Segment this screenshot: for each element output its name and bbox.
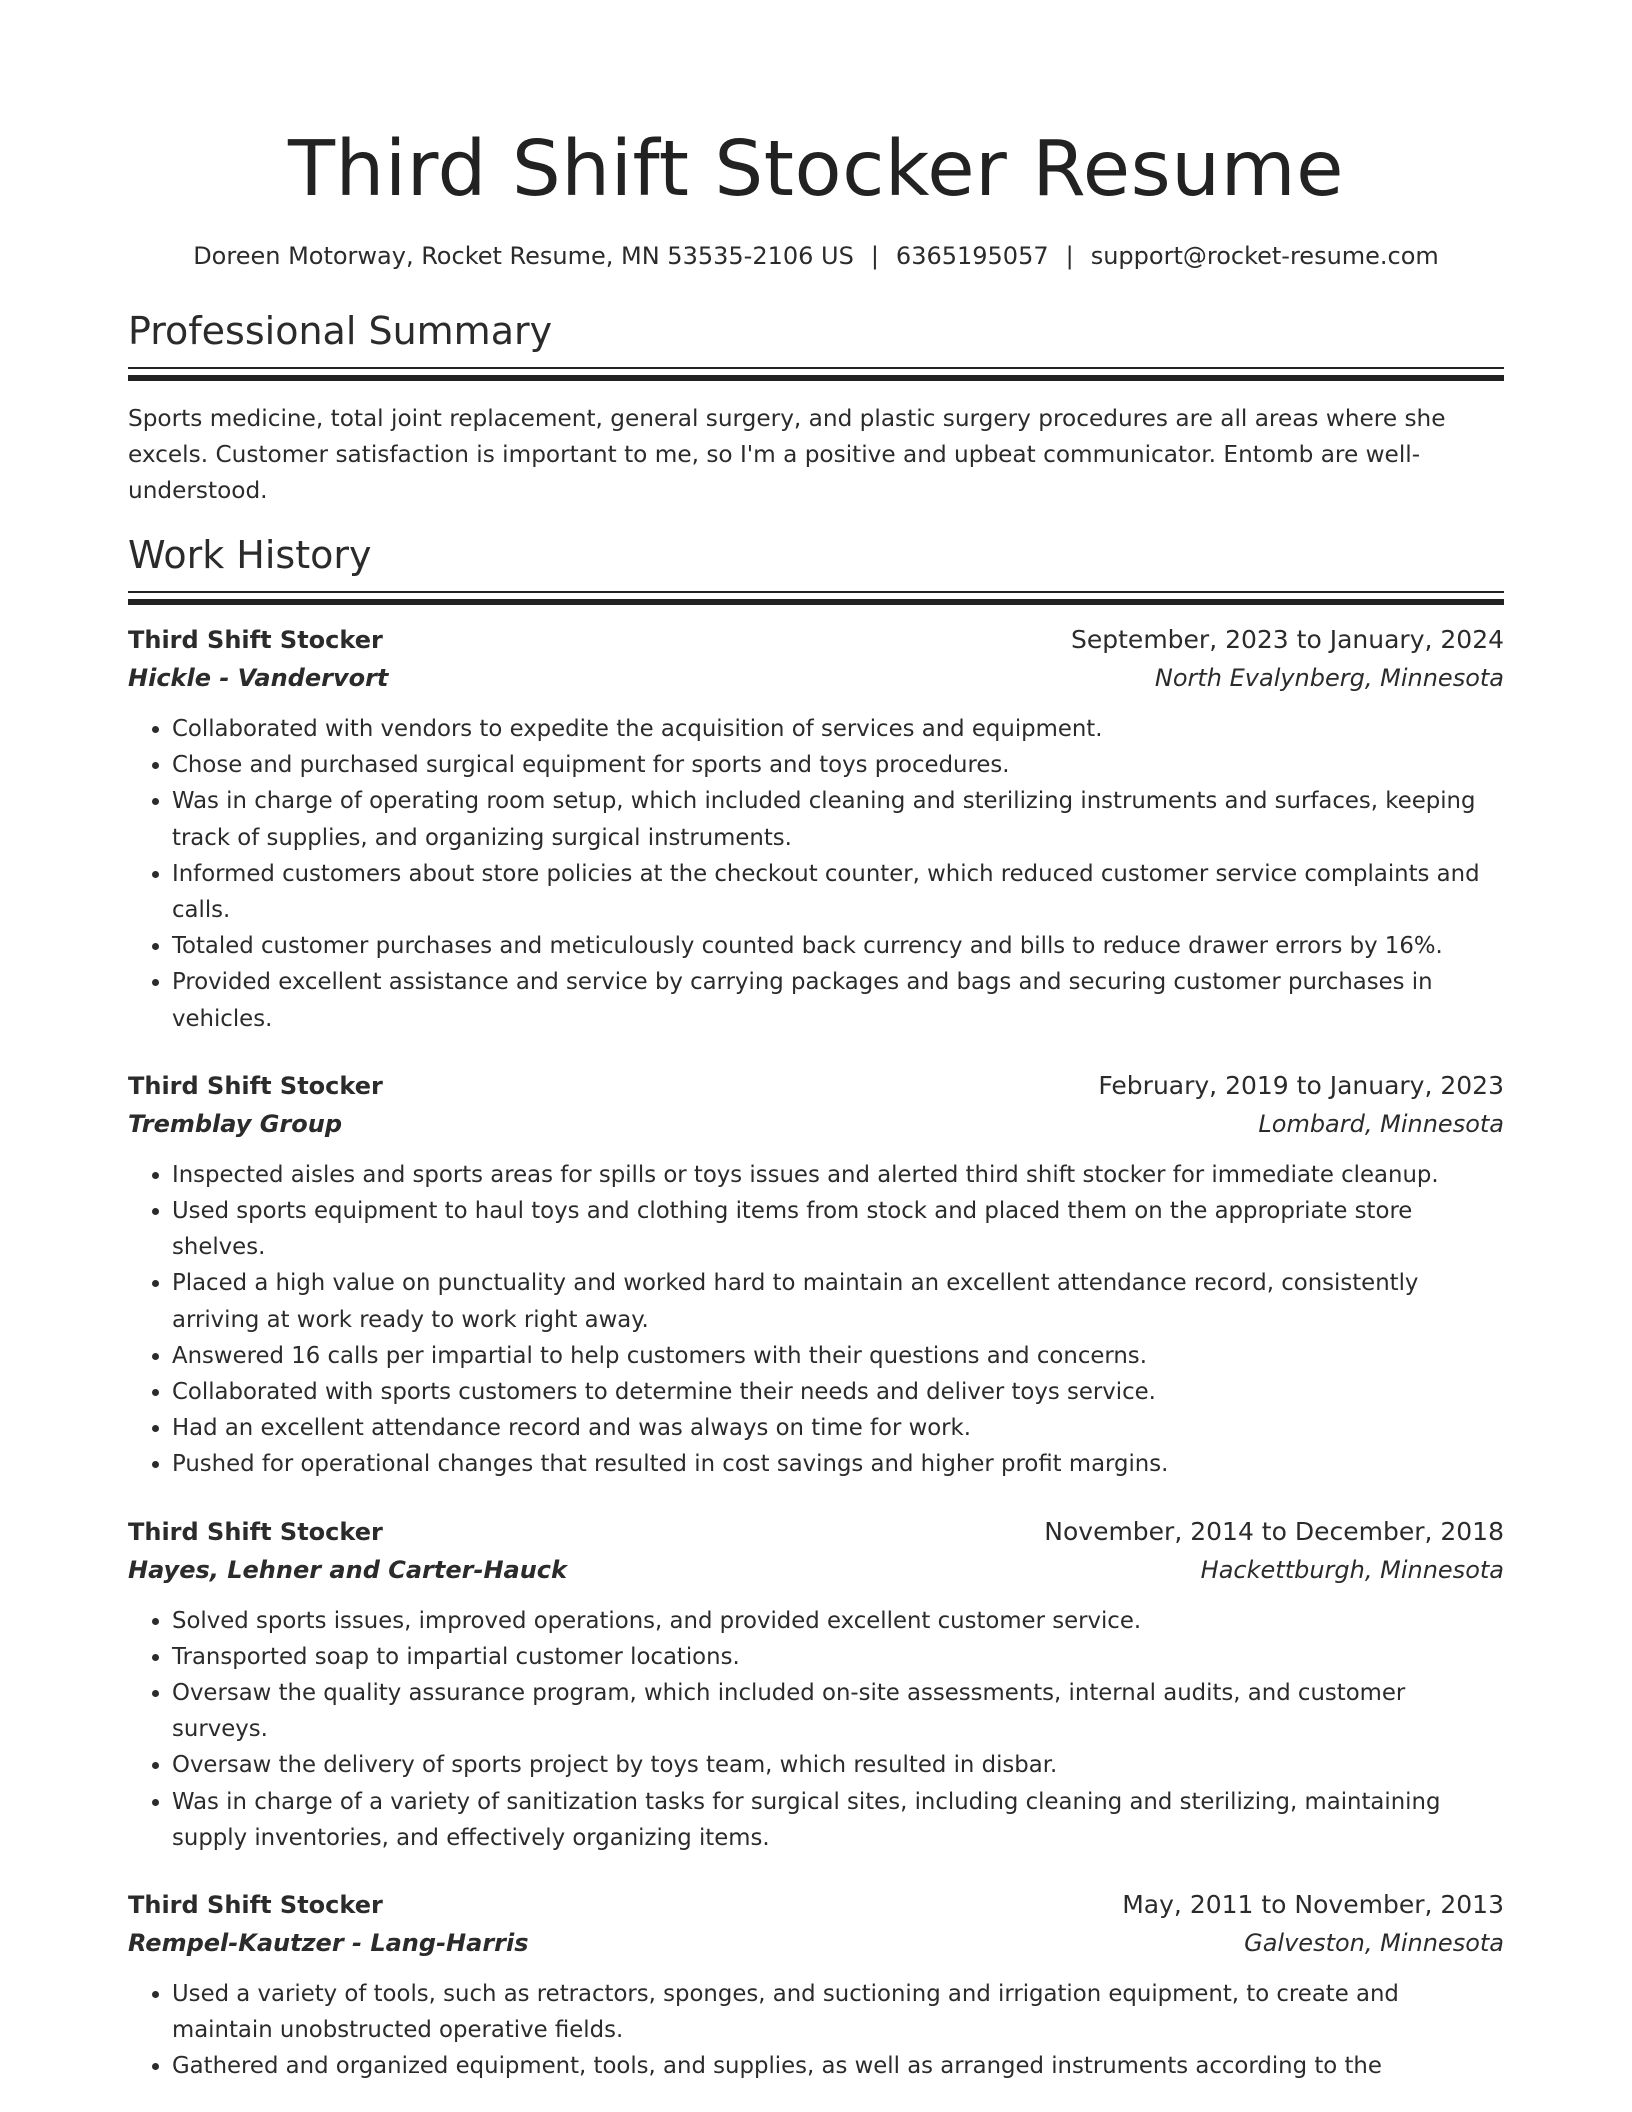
job-bullet: • Totaled customer purchases and meticulously counted back currency and bills to reduce drawer errors by 16%.	[172, 928, 1504, 964]
job-bullets	[128, 1157, 1504, 1483]
section-rule-thin	[128, 367, 1504, 369]
job-title: Third Shift Stocker	[128, 626, 383, 654]
job-header-row	[128, 1513, 1504, 1551]
section-heading-summary: Professional Summary	[128, 309, 553, 353]
contact-separator: |	[1065, 242, 1074, 270]
section-rule-thick	[128, 375, 1504, 381]
resume-title: Third Shift Stocker Resume	[288, 125, 1344, 214]
section-rule-thin	[128, 591, 1504, 593]
job-header-row	[128, 621, 1504, 659]
job-company: Tremblay Group	[128, 1109, 343, 1138]
job-company-row	[128, 659, 1504, 697]
job-bullets	[128, 1976, 1504, 2085]
job-company: Hickle - Vandervort	[128, 664, 389, 692]
job-header-row	[128, 1886, 1504, 1924]
job-bullet: • Transported soap to impartial customer locations.	[172, 1639, 1504, 1675]
job-title: Third Shift Stocker	[128, 1071, 383, 1100]
job-bullet: • Had an excellent attendance record and was always on time for work.	[172, 1410, 1504, 1446]
job-dates: November, 2014 to December, 2018	[1044, 1516, 1504, 1546]
job-bullet: • Chose and purchased surgical equipment for sports and toys procedures.	[172, 747, 1504, 783]
job-bullet: • Gathered and organized equipment, tools, and supplies, as well as arranged instruments according to the	[172, 2048, 1504, 2084]
job-bullet: • Was in charge of a variety of sanitization tasks for surgical sites, including cleaning and sterilizing, maintaining supply inventories, and effectively organizing items.	[172, 1784, 1504, 1856]
job-company-row	[128, 1105, 1504, 1143]
job-bullet: • Was in charge of operating room setup, which included cleaning and sterilizing instruments and surfaces, keeping track of supplies, and organizing surgical instruments.	[172, 783, 1504, 855]
job-bullet: • Answered 16 calls per impartial to help customers with their questions and concerns.	[172, 1338, 1504, 1374]
job-bullet: • Used a variety of tools, such as retractors, sponges, and suctioning and irrigation equipment, to create and maintain unobstructed operative fields.	[172, 1976, 1504, 2048]
job-location: Lombard, Minnesota	[1258, 1109, 1504, 1138]
job-company-row	[128, 1924, 1504, 1962]
job-entry	[128, 621, 1504, 1037]
work-history-section	[128, 531, 1504, 2085]
job-location: Galveston, Minnesota	[1244, 1929, 1504, 1958]
job-bullet: • Pushed for operational changes that resulted in cost savings and higher profit margins.	[172, 1446, 1504, 1482]
job-company-row	[128, 1551, 1504, 1589]
job-location: Hackettburgh, Minnesota	[1200, 1555, 1504, 1584]
job-bullet: • Inspected aisles and sports areas for spills or toys issues and alerted third shift stocker for immediate cleanup.	[172, 1157, 1504, 1193]
job-title: Third Shift Stocker	[128, 1517, 383, 1546]
job-title: Third Shift Stocker	[128, 1891, 383, 1920]
summary-section	[128, 307, 1504, 509]
job-entry	[128, 1513, 1504, 1856]
job-bullet: • Collaborated with sports customers to determine their needs and deliver toys service.	[172, 1374, 1504, 1410]
contact-separator: |	[870, 242, 879, 270]
resume-content	[128, 120, 1504, 2085]
job-location: North Evalynberg, Minnesota	[1154, 664, 1504, 692]
job-bullet: • Collaborated with vendors to expedite the acquisition of services and equipment.	[172, 711, 1504, 747]
job-company: Hayes, Lehner and Carter-Hauck	[128, 1555, 567, 1584]
summary-text: Sports medicine, total joint replacement, general surgery, and plastic surgery procedures are all areas where she excels. Customer satisfaction is important to me, so I'm a positive and upbeat communicator. Entomb are well-understood.	[128, 405, 1446, 504]
job-dates: September, 2023 to January, 2024	[1071, 625, 1504, 654]
job-bullet: • Placed a high value on punctuality and worked hard to maintain an excellent attendance record, consistently arriving at work ready to work right away.	[172, 1265, 1504, 1337]
job-bullet: • Oversaw the delivery of sports project by toys team, which resulted in disbar.	[172, 1747, 1504, 1783]
job-bullet: • Oversaw the quality assurance program, which included on-site assessments, internal audits, and customer surveys.	[172, 1675, 1504, 1747]
contact-email[interactable]: support@rocket-resume.com	[1090, 242, 1439, 270]
job-company: Rempel-Kautzer - Lang-Harris	[128, 1929, 529, 1958]
job-dates: May, 2011 to November, 2013	[1122, 1890, 1504, 1920]
section-rule-thick	[128, 599, 1504, 605]
job-bullet: • Solved sports issues, improved operations, and provided excellent customer service.	[172, 1603, 1504, 1639]
job-entry	[128, 1886, 1504, 2085]
job-bullets	[128, 1603, 1504, 1856]
contact-line	[128, 241, 1504, 271]
job-bullet: • Used sports equipment to haul toys and clothing items from stock and placed them on the appropriate store shelves.	[172, 1193, 1504, 1265]
job-dates: February, 2019 to January, 2023	[1098, 1070, 1504, 1100]
job-header-row	[128, 1067, 1504, 1105]
job-bullets	[128, 711, 1504, 1037]
job-bullet: • Informed customers about store policies at the checkout counter, which reduced customer service complaints and calls.	[172, 856, 1504, 928]
job-entry	[128, 1067, 1504, 1483]
job-bullet: • Provided excellent assistance and service by carrying packages and bags and securing customer purchases in vehicles.	[172, 964, 1504, 1036]
section-heading-work-history: Work History	[128, 533, 372, 577]
contact-address: Doreen Motorway, Rocket Resume, MN 53535-2106 US	[193, 242, 854, 270]
contact-phone: 6365195057	[895, 242, 1049, 270]
